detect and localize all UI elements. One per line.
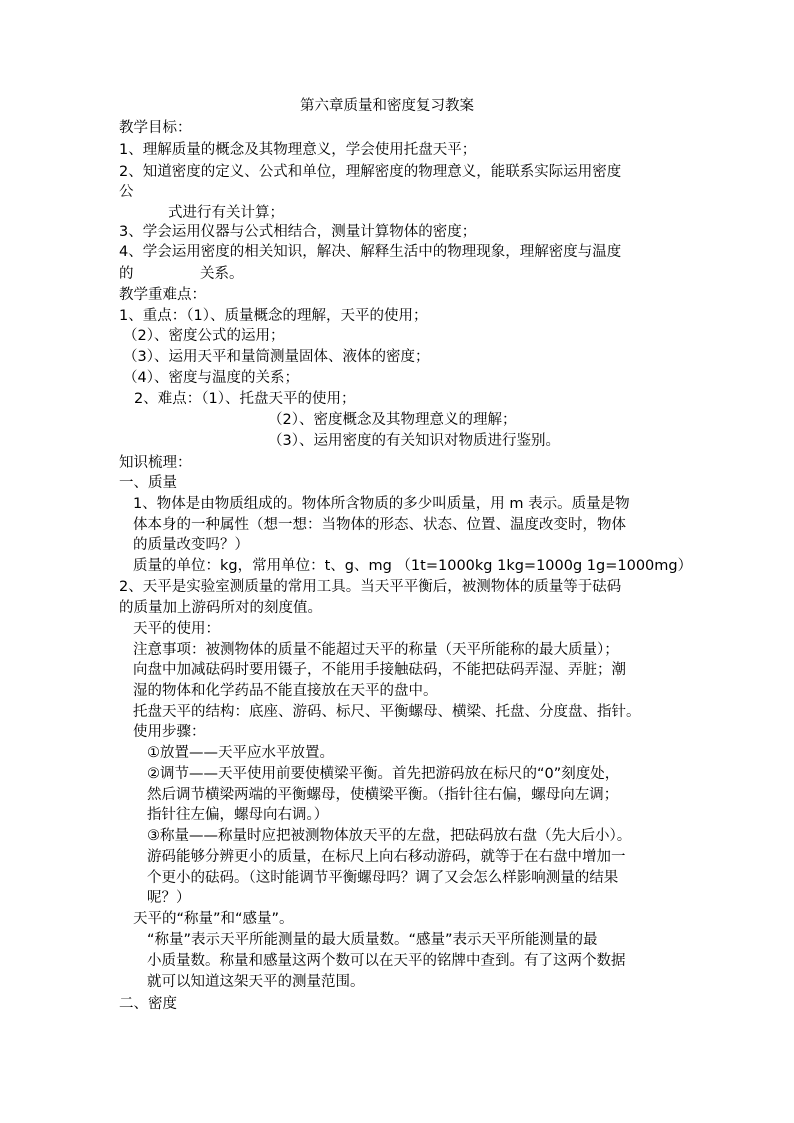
text-line: （2）、密度概念及其物理意义的理解； <box>268 412 517 428</box>
text-line: 4、学会运用密度的相关知识，解决、解释生活中的物理现象，理解密度与温度 <box>119 244 622 260</box>
text-line: 1、重点：（1）、质量概念的理解，天平的使用； <box>119 308 428 324</box>
text-line: 2、知道密度的定义、公式和单位，理解密度的物理意义，能联系实际运用密度 <box>119 164 622 180</box>
text-line: 小质量数。称量和感量这两个数可以在天平的铭牌中查到。有了这两个数据 <box>147 953 626 969</box>
text-line: 就可以知道这架天平的测量范围。 <box>147 974 365 990</box>
text-line: 1、理解质量的概念及其物理意义，学会使用托盘天平； <box>119 142 477 158</box>
text-line: 的质量加上游码所对的刻度值。 <box>119 600 322 616</box>
text-line: 的质量改变吗？） <box>133 537 249 553</box>
text-line: 游码能够分辨更小的质量，在标尺上向右移动游码，就等于在右盘中增加一 <box>147 849 626 865</box>
text-line: 教学目标： <box>119 120 192 136</box>
text-line: （2）、密度公式的运用； <box>123 328 285 344</box>
text-line: （4）、密度与温度的关系； <box>123 370 299 386</box>
text-line: （3）、运用天平和量筒测量固体、液体的密度； <box>123 349 430 365</box>
page-title: 第六章质量和密度复习教案 <box>300 98 474 114</box>
section-heading: 知识梳理： <box>119 455 192 471</box>
text-line: （3）、运用密度的有关知识对物质进行鉴别。 <box>268 433 560 449</box>
text-line: 关系。 <box>200 266 244 282</box>
text-line: 天平的“称量”和“感量”。 <box>133 911 294 927</box>
text-line: 呢？） <box>147 890 191 906</box>
text-line: ③称量——称量时应把被测物体放天平的左盘，把砝码放右盘（先大后小）。 <box>147 828 632 844</box>
text-line: 指针往左偏，螺母向右调。） <box>147 807 329 823</box>
text-line: 向盘中加减砝码时要用镊子，不能用手接触砝码，不能把砝码弄湿、弄脏；潮 <box>133 662 626 678</box>
text-line: 注意事项：被测物体的质量不能超过天平的称量（天平所能称的最大质量）； <box>133 642 619 658</box>
text-line: 托盘天平的结构：底座、游码、标尺、平衡螺母、横梁、托盘、分度盘、指针。 <box>133 704 641 720</box>
text-line: “称量”表示天平所能测量的最大质量数。“感量”表示天平所能测量的最 <box>147 932 598 948</box>
text-line: 个更小的砝码。（这时能调节平衡螺母吗？调了又会怎么样影响测量的结果 <box>147 870 619 886</box>
text-line: 质量的单位：kg，常用单位：t、g、mg （1t=1000kg 1kg=1000g 1g=1000mg） <box>133 558 693 574</box>
text-line: 1、物体是由物质组成的。物体所含物质的多少叫质量，用 m 表示。质量是物 <box>133 496 630 512</box>
text-line: 体本身的一种属性（想一想：当物体的形态、状态、位置、温度改变时，物体 <box>133 517 626 533</box>
text-line: 的 <box>119 266 134 282</box>
text-line: 使用步骤： <box>133 724 206 740</box>
text-line: ②调节——天平使用前要使横梁平衡。首先把游码放在标尺的“0”刻度处， <box>147 766 620 782</box>
section-heading: 二、密度 <box>119 996 177 1012</box>
text-line: 然后调节横梁两端的平衡螺母，使横梁平衡。（指针往右偏，螺母向左调； <box>147 787 619 803</box>
text-line: ①放置——天平应水平放置。 <box>147 745 334 761</box>
text-line: 湿的物体和化学药品不能直接放在天平的盘中。 <box>133 683 438 699</box>
text-line: 2、天平是实验室测质量的常用工具。当天平平衡后，被测物体的质量等于砝码 <box>119 579 622 595</box>
text-line: 3、学会运用仪器与公式相结合，测量计算物体的密度； <box>119 224 477 240</box>
text-line: 天平的使用： <box>133 621 220 637</box>
text-line: 2、难点：（1）、托盘天平的使用； <box>134 391 356 407</box>
text-line: 式进行有关计算； <box>168 205 284 221</box>
text-line: 公 <box>119 184 134 200</box>
section-heading: 教学重难点： <box>119 287 206 303</box>
section-heading: 一、质量 <box>119 475 177 491</box>
